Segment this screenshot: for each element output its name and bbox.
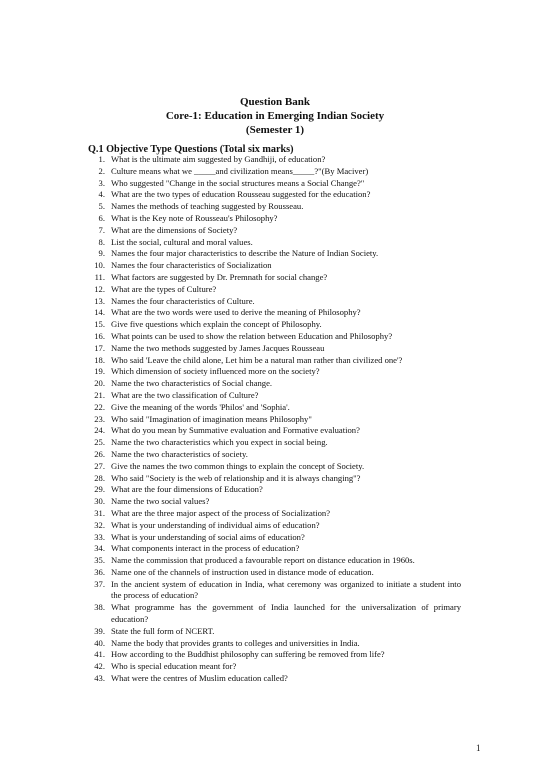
question-text: What are the dimensions of Society?: [111, 224, 238, 235]
question-number: 12.: [94, 283, 105, 294]
question-number: 31.: [94, 507, 105, 518]
question-text: What points can be used to show the relation between Education and Philosophy?: [111, 330, 393, 341]
question-item: [89, 532, 461, 544]
question-text: What do you mean by Summative evaluation and Formative evaluation?: [111, 425, 360, 436]
question-number: 22.: [94, 401, 105, 412]
document-title: Question Bank: [240, 96, 310, 108]
question-item: [89, 543, 461, 555]
question-number: 17.: [94, 342, 105, 353]
question-text: Give five questions which explain the concept of Philosophy.: [111, 319, 322, 330]
question-text: Names the four characteristics of Socialization: [111, 260, 272, 271]
question-text: What are the two words were used to derive the meaning of Philosophy?: [111, 307, 361, 318]
question-item: [89, 649, 461, 661]
question-text: Name the two methods suggested by James Jacques Rousseau: [111, 342, 325, 353]
question-number: 14.: [94, 307, 105, 318]
question-number: 30.: [94, 496, 105, 507]
question-item: [89, 508, 461, 520]
question-text: Name one of the channels of instruction used in distance mode of education.: [111, 566, 374, 577]
question-number: 1.: [98, 154, 105, 164]
question-list: [89, 154, 461, 685]
title-block: [0, 95, 550, 137]
question-number: 28.: [94, 472, 105, 483]
question-text: What is the Key note of Rousseau's Philosophy?: [111, 212, 278, 223]
question-item: [89, 402, 461, 414]
question-text: Name the commission that produced a favourable report on distance education in 1960s.: [111, 555, 415, 566]
question-text: Names the four major characteristics to describe the Nature of Indian Society.: [111, 248, 379, 259]
question-text: What is your understanding of individual aims of education?: [111, 519, 320, 530]
question-item: [89, 661, 461, 673]
question-item: [89, 473, 461, 485]
question-number: 15.: [94, 319, 105, 330]
question-text: How according to the Buddhist philosophy can suffering be removed from life?: [111, 649, 385, 660]
question-text: What is the ultimate aim suggested by Gandhiji, of education?: [111, 154, 326, 164]
question-item: [89, 414, 461, 426]
question-text: In the ancient system of education in India, what ceremony was organized to initiate a student into the process of education?: [111, 578, 461, 601]
question-item: [89, 260, 461, 272]
question-item: [89, 272, 461, 284]
question-text: What are the four dimensions of Education?: [111, 484, 263, 495]
question-text: Names the methods of teaching suggested by Rousseau.: [111, 201, 304, 212]
question-item: [89, 425, 461, 437]
question-item: [89, 355, 461, 367]
question-text: What is your understanding of social aims of education?: [111, 531, 305, 542]
question-number: 40.: [94, 637, 105, 648]
question-number: 43.: [94, 673, 105, 684]
question-item: [89, 579, 461, 603]
question-number: 29.: [94, 484, 105, 495]
question-item: [89, 178, 461, 190]
question-number: 32.: [94, 519, 105, 530]
question-item: [89, 201, 461, 213]
question-item: [89, 154, 461, 166]
question-number: 33.: [94, 531, 105, 542]
question-number: 4.: [98, 189, 105, 200]
question-item: [89, 484, 461, 496]
question-number: 34.: [94, 543, 105, 554]
question-number: 36.: [94, 566, 105, 577]
question-item: [89, 331, 461, 343]
question-item: [89, 567, 461, 579]
question-number: 3.: [98, 177, 105, 188]
question-item: [89, 237, 461, 249]
question-number: 26.: [94, 448, 105, 459]
question-text: What are the two types of education Rousseau suggested for the education?: [111, 189, 371, 200]
question-text: Give the names the two common things to explain the concept of Society.: [111, 460, 365, 471]
question-item: [89, 673, 461, 685]
question-text: Name the two characteristics of Social change.: [111, 378, 273, 389]
question-number: 21.: [94, 389, 105, 400]
question-number: 37.: [94, 578, 105, 589]
question-item: [89, 296, 461, 308]
question-item: [89, 602, 461, 626]
question-item: [89, 437, 461, 449]
question-text: Name the two characteristics of society.: [111, 448, 248, 459]
question-number: 24.: [94, 425, 105, 436]
question-number: 2.: [98, 165, 105, 176]
question-number: 5.: [98, 201, 105, 212]
question-text: List the social, cultural and moral values.: [111, 236, 253, 247]
question-number: 19.: [94, 366, 105, 377]
question-number: 13.: [94, 295, 105, 306]
question-number: 6.: [98, 212, 105, 223]
question-text: Who said 'Leave the child alone, Let him be a natural man rather than civilized one'?: [111, 354, 403, 365]
question-number: 9.: [98, 248, 105, 259]
question-text: Name the two social values?: [111, 496, 210, 507]
question-item: [89, 638, 461, 650]
question-item: [89, 319, 461, 331]
question-item: [89, 555, 461, 567]
question-number: 42.: [94, 661, 105, 672]
question-text: Name the two characteristics which you expect in social being.: [111, 437, 328, 448]
question-number: 27.: [94, 460, 105, 471]
question-item: [89, 189, 461, 201]
semester-label: (Semester 1): [245, 124, 305, 136]
question-item: [89, 366, 461, 378]
question-text: Who suggested "Change in the social structures means a Social Change?": [111, 177, 365, 188]
question-text: What are the three major aspect of the process of Socialization?: [111, 507, 331, 518]
question-item: [89, 390, 461, 402]
question-item: [89, 284, 461, 296]
question-text: Names the four characteristics of Culture.: [111, 295, 255, 306]
question-item: [89, 461, 461, 473]
question-text: What programme has the government of India launched for the universalization of primary education?: [111, 602, 461, 625]
question-item: [89, 496, 461, 508]
question-item: [89, 213, 461, 225]
question-number: 41.: [94, 649, 105, 660]
question-item: [89, 307, 461, 319]
question-text: What components interact in the process of education?: [111, 543, 300, 554]
page-number: 1: [476, 743, 481, 753]
question-number: 10.: [94, 260, 105, 271]
course-title: Core-1: Education in Emerging Indian Society: [165, 110, 385, 122]
question-number: 23.: [94, 413, 105, 424]
question-number: 7.: [98, 224, 105, 235]
question-text: State the full form of NCERT.: [111, 625, 215, 636]
question-text: What are the types of Culture?: [111, 283, 217, 294]
question-item: [89, 225, 461, 237]
question-item: [89, 248, 461, 260]
question-text: What were the centres of Muslim education called?: [111, 673, 288, 684]
question-number: 39.: [94, 625, 105, 636]
question-text: Culture means what we _____and civilization means_____?"(By Maciver): [111, 165, 369, 176]
question-number: 16.: [94, 330, 105, 341]
question-number: 25.: [94, 437, 105, 448]
question-item: [89, 166, 461, 178]
question-text: Give the meaning of the words 'Philos' and 'Sophia'.: [111, 401, 290, 412]
question-number: 38.: [94, 602, 105, 613]
question-text: What factors are suggested by Dr. Premnath for social change?: [111, 271, 328, 282]
question-number: 35.: [94, 555, 105, 566]
question-text: What are the two classification of Culture?: [111, 389, 259, 400]
question-text: Which dimension of society influenced more on the society?: [111, 366, 320, 377]
question-number: 11.: [94, 271, 105, 282]
question-item: [89, 449, 461, 461]
question-text: Name the body that provides grants to colleges and universities in India.: [111, 637, 360, 648]
question-item: [89, 520, 461, 532]
question-number: 8.: [98, 236, 105, 247]
question-number: 18.: [94, 354, 105, 365]
question-item: [89, 378, 461, 390]
question-number: 20.: [94, 378, 105, 389]
question-item: [89, 343, 461, 355]
question-text: Who said "Imagination of imagination means Philosophy": [111, 413, 312, 424]
question-item: [89, 626, 461, 638]
question-text: Who is special education meant for?: [111, 661, 237, 672]
section-heading: Q.1 Objective Type Questions (Total six marks): [88, 144, 294, 155]
question-text: Who said "Society is the web of relationship and it is always changing"?: [111, 472, 361, 483]
